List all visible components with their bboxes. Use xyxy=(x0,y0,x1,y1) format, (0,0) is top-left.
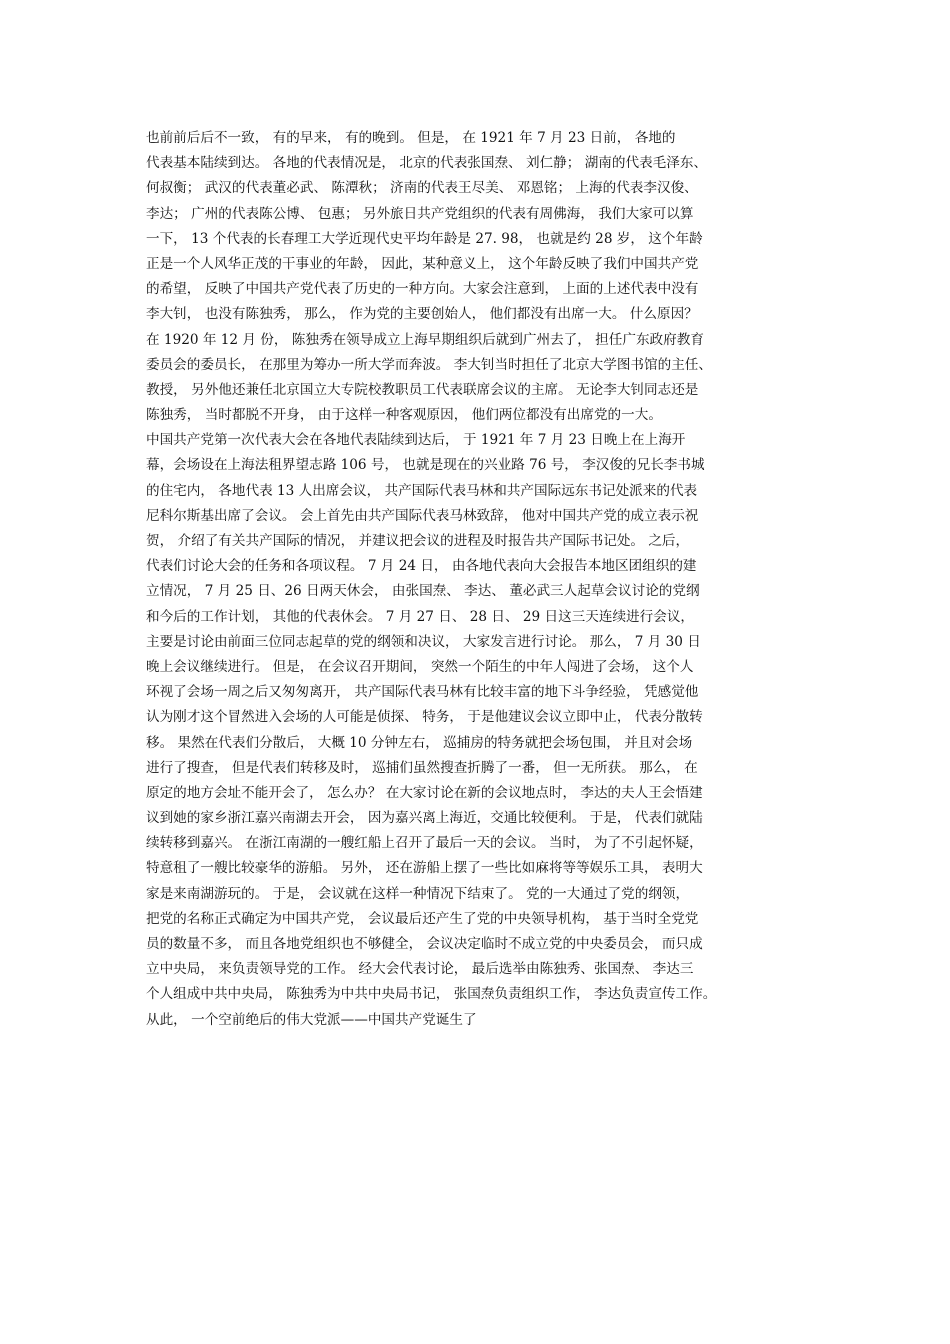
text-line: 原定的地方会址不能开会了， 怎么办？ 在大家讨论在新的会议地点时， 李达的夫人王会悟建 xyxy=(146,784,703,801)
text-line: 代表基本陆续到达。 各地的代表情况是， 北京的代表张国焘、 刘仁静； 湖南的代表毛泽东、 xyxy=(146,155,708,172)
text-line: 正是一个人风华正茂的干事业的年龄， 因此，某种意义上， 这个年龄反映了我们中国共产党 xyxy=(146,255,699,272)
text-line: 进行了搜查， 但是代表们转移及时， 巡捕们虽然搜查折腾了一番， 但一无所获。 那么， 在 xyxy=(146,759,698,776)
text-line: 移。 果然在代表们分散后， 大概 10 分钟左右， 巡捕房的特务就把会场包围， 并且对会场 xyxy=(146,734,693,751)
text-line: 委员会的委员长， 在那里为筹办一所大学而奔波。 李大钊当时担任了北京大学图书馆的主任、 xyxy=(146,356,712,373)
text-line: 一下， 13 个代表的长春理工大学近现代史平均年龄是 27. 98， 也就是约 28 岁， 这个年龄 xyxy=(146,230,703,247)
text-line: 环视了会场一周之后又匆匆离开， 共产国际代表马林有比较丰富的地下斗争经验， 凭感觉他 xyxy=(146,684,699,701)
text-line: 晚上会议继续进行。 但是， 在会议召开期间， 突然一个陌生的中年人闯进了会场， 这个人 xyxy=(146,658,694,675)
text-line: 的希望， 反映了中国共产党代表了历史的一种方向。大家会注意到， 上面的上述代表中没有 xyxy=(146,281,699,298)
text-line: 也前前后后不一致， 有的早来， 有的晚到。 但是， 在 1921 年 7 月 23 日前， 各地的 xyxy=(146,130,676,146)
text-line: 李达； 广州的代表陈公博、 包惠； 另外旅日共产党组织的代表有周佛海， 我们大家可以算 xyxy=(146,205,694,222)
text-line: 教授， 另外他还兼任北京国立大专院校教职员工代表联席会议的主席。 无论李大钊同志还是 xyxy=(146,381,699,398)
text-line: 主要是讨论由前面三位同志起草的党的纲领和决议， 大家发言进行讨论。 那么， 7 月 30 日 xyxy=(146,633,701,650)
text-line: 员的数量不多， 而且各地党组织也不够健全， 会议决定临时不成立党的中央委员会， 而只成 xyxy=(146,936,703,952)
text-line: 在 1920 年 12 月 份， 陈独秀在领导成立上海早期组织后就到广州去了， 担任广东政府教育 xyxy=(146,331,704,348)
text-line: 从此， 一个空前绝后的伟大党派——中国共产党诞生了 xyxy=(146,1011,477,1028)
text-line: 认为刚才这个冒然进入会场的人可能是侦探、 特务， 于是他建议会议立即中止， 代表分散转 xyxy=(146,709,703,726)
text-line: 尼科尔斯基出席了会议。 会上首先由共产国际代表马林致辞， 他对中国共产党的成立表示祝 xyxy=(146,507,699,524)
text-line: 立中央局， 来负责领导党的工作。 经大会代表讨论， 最后选举由陈独秀、张国焘、 李达三 xyxy=(146,961,694,978)
text-line: 何叔衡； 武汉的代表董必武、 陈潭秋； 济南的代表王尽美、 邓恩铭； 上海的代表李汉俊、 xyxy=(146,180,698,197)
body-text xyxy=(146,126,826,1033)
text-line: 李大钊， 也没有陈独秀， 那么， 作为党的主要创始人， 他们都没有出席一大。 什么原因？ xyxy=(146,306,698,323)
text-line: 中国共产党第一次代表大会在各地代表陆续到达后， 于 1921 年 7 月 23 日晚上在上海开 xyxy=(146,432,686,449)
text-line: 代表们讨论大会的任务和各项议程。 7 月 24 日， 由各地代表向大会报告本地区团组织的建 xyxy=(146,558,697,575)
text-line: 立情况， 7 月 25 日、26 日两天休会， 由张国焘、 李达、 董必武三人起草会议讨论的党纲 xyxy=(146,583,700,600)
text-line: 把党的名称正式确定为中国共产党， 会议最后还产生了党的中央领导机构， 基于当时全党党 xyxy=(146,910,699,927)
text-line: 和今后的工作计划， 其他的代表休会。 7 月 27 日、 28 日、 29 日这三天连续进行会议， xyxy=(146,608,695,625)
text-line: 家是来南湖游玩的。 于是， 会议就在这样一种情况下结束了。 党的一大通过了党的纲领， xyxy=(146,885,690,902)
text-line: 续转移到嘉兴。 在浙江南湖的一艘红船上召开了最后一天的会议。 当时， 为了不引起怀疑， xyxy=(146,835,703,852)
text-line: 议到她的家乡浙江嘉兴南湖去开会， 因为嘉兴离上海近，交通比较便利。 于是， 代表们就陆 xyxy=(146,810,703,827)
text-line: 个人组成中共中央局， 陈独秀为中共中央局书记， 张国焘负责组织工作， 李达负责宣传工作。 xyxy=(146,986,717,1003)
text-line: 贺， 介绍了有关共产国际的情况， 并建议把会议的进程及时报告共产国际书记处。 之后， xyxy=(146,533,690,549)
text-line: 特意租了一艘比较豪华的游船。 另外， 还在游船上摆了一些比如麻将等等娱乐工具， 表明大 xyxy=(146,860,703,877)
text-line: 幕，会场设在上海法租界望志路 106 号， 也就是现在的兴业路 76 号， 李汉俊的兄长李书城 xyxy=(146,457,705,474)
text-line: 陈独秀， 当时都脱不开身， 由于这样一种客观原因， 他们两位都没有出席党的一大。 xyxy=(146,407,662,424)
text-line: 的住宅内， 各地代表 13 人出席会议， 共产国际代表马林和共产国际远东书记处派来的代表 xyxy=(146,482,698,499)
